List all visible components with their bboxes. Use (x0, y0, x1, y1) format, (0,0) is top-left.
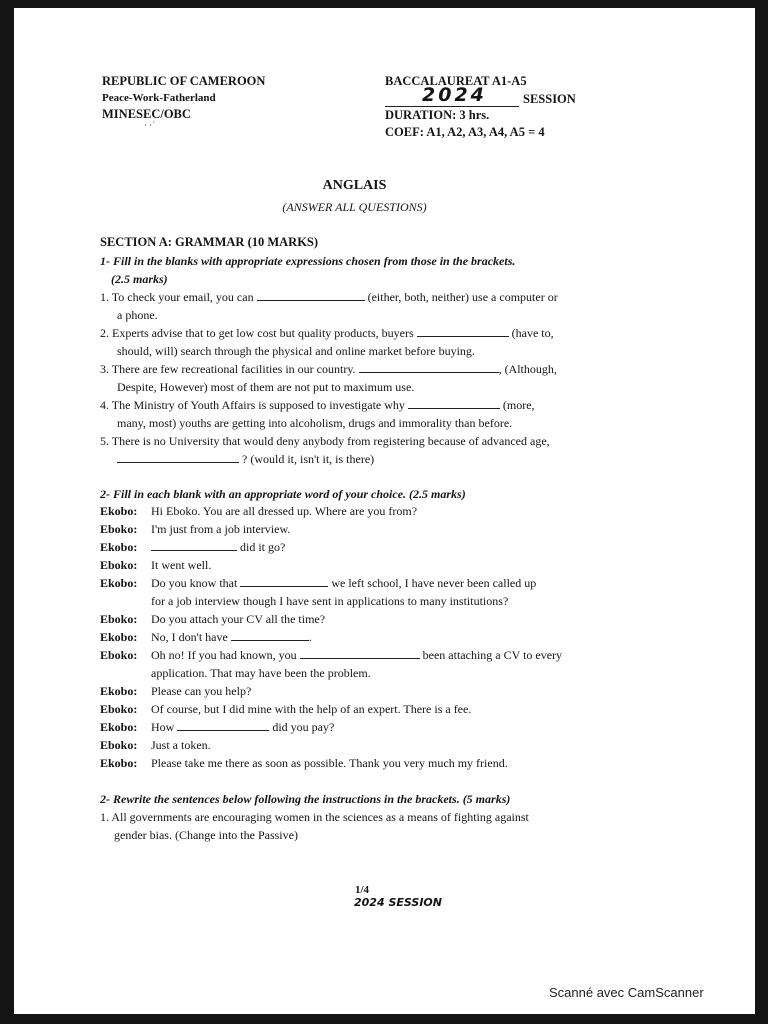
dialogue-line (100, 538, 285, 556)
answer-blank[interactable] (240, 575, 328, 587)
dialogue-line (100, 628, 312, 646)
answer-blank[interactable] (231, 629, 309, 641)
speaker-name: Ekobo: (100, 756, 138, 770)
dialogue-line (100, 682, 251, 700)
dialogue-line (100, 610, 325, 628)
part1-marks: (2.5 marks) (111, 272, 168, 286)
question-text: Experts advise that to get low cost but quality products, buyers (112, 326, 414, 340)
part2-instruction: 2- Fill in each blank with an appropriate word of your choice. (2.5 marks) (100, 487, 466, 501)
dialogue-line (100, 520, 290, 538)
dialogue-text: Do you know that (151, 576, 238, 590)
scanner-watermark: Scanné avec CamScanner (549, 985, 704, 1000)
speaker-name: Ekobo: (100, 540, 138, 554)
answer-blank[interactable] (117, 451, 239, 463)
question-item (100, 360, 557, 378)
section-heading: SECTION A: GRAMMAR (10 MARKS) (100, 235, 319, 249)
speaker-name: Eboko: (100, 612, 138, 626)
dialogue-line (100, 700, 471, 718)
speaker-name: Ekobo: (100, 684, 138, 698)
question-options: (either, both, neither) use a computer or (367, 290, 558, 304)
dialogue-continuation: for a job interview though I have sent in applications to many institutions? (151, 594, 509, 608)
question-item (100, 396, 535, 414)
national-motto: Peace-Work-Fatherland (102, 92, 216, 104)
dialogue-text: It went well. (151, 558, 212, 572)
question-continuation: should, will) search through the physical and online market before buying. (117, 344, 475, 358)
answer-blank[interactable] (177, 719, 269, 731)
dialogue-text: How (151, 720, 175, 734)
general-instruction: (ANSWER ALL QUESTIONS) (282, 200, 427, 214)
question-options: (more, (502, 398, 535, 412)
answer-blank[interactable] (359, 361, 499, 373)
question-number: 3. (100, 362, 109, 376)
page-number: 1/4 (355, 884, 370, 896)
question-item (100, 288, 558, 306)
question-continuation: Despite, However) most of them are not put to maximum use. (117, 380, 415, 394)
ministry-code: MINESEC/OBC (102, 107, 191, 121)
dialogue-line (100, 718, 334, 736)
answer-blank[interactable] (408, 397, 500, 409)
dialogue-line (100, 556, 211, 574)
speaker-name: Ekobo: (100, 576, 138, 590)
question-options: ? (would it, isn't it, is there) (242, 452, 375, 466)
dialogue-text: No, I don't have (151, 630, 228, 644)
question-text: The Ministry of Youth Affairs is supposed to investigate why (111, 398, 405, 412)
dialogue-line (100, 502, 417, 520)
dialogue-text: did you pay? (272, 720, 335, 734)
question-continuation (117, 450, 374, 468)
speaker-name: Eboko: (100, 738, 138, 752)
dialogue-line (100, 736, 211, 754)
question-text: All governments are encouraging women in the sciences as a means of fighting against (111, 810, 529, 824)
exam-page (14, 8, 755, 1014)
question-text: To check your email, you can (111, 290, 254, 304)
country-name: REPUBLIC OF CAMEROON (102, 74, 266, 88)
exam-name: BACCALAUREAT A1-A5 (385, 74, 527, 88)
speaker-name: Eboko: (100, 648, 138, 662)
question-continuation: gender bias. (Change into the Passive) (114, 828, 298, 842)
dialogue-line (100, 754, 508, 772)
speaker-name: Eboko: (100, 558, 138, 572)
exam-duration: DURATION: 3 hrs. (385, 108, 490, 122)
dialogue-line (100, 646, 562, 664)
question-number: 4. (100, 398, 109, 412)
dialogue-text: Please take me there as soon as possible. Thank you very much my friend. (151, 756, 508, 770)
speaker-name: Eboko: (100, 522, 138, 536)
question-text: There is no University that would deny anybody from registering because of advanced age, (111, 434, 550, 448)
speaker-name: Ekobo: (100, 630, 138, 644)
dialogue-text: we left school, I have never been called up (331, 576, 537, 590)
stamp-dots: · ·˙ (144, 120, 156, 130)
dialogue-text: Of course, but I did mine with the help of an expert. There is a fee. (151, 702, 472, 716)
subject-title: ANGLAIS (322, 178, 387, 193)
question-item (100, 324, 554, 342)
question-number: 1. (100, 290, 109, 304)
speaker-name: Ekobo: (100, 720, 138, 734)
dialogue-text: Do you attach your CV all the time? (151, 612, 326, 626)
dialogue-text: Please can you help? (151, 684, 252, 698)
question-text: There are few recreational facilities in our country. (111, 362, 356, 376)
dialogue-text: Just a token. (151, 738, 211, 752)
dialogue-text: Hi Eboko. You are all dressed up. Where are you from? (151, 504, 418, 518)
part1-instruction: 1- Fill in the blanks with appropriate expressions chosen from those in the brackets. (100, 254, 516, 268)
dialogue-text: I'm just from a job interview. (151, 522, 291, 536)
dialogue-text: been attaching a CV to every (422, 648, 563, 662)
exam-coefficient: COEF: A1, A2, A3, A4, A5 = 4 (385, 125, 545, 139)
question-number: 2. (100, 326, 109, 340)
question-continuation: many, most) youths are getting into alcoholism, drugs and immorality than before. (117, 416, 513, 430)
part3-instruction: 2- Rewrite the sentences below following the instructions in the brackets. (5 marks) (100, 792, 511, 806)
question-options: (have to, (511, 326, 554, 340)
question-item (100, 432, 550, 450)
question-continuation: a phone. (117, 308, 158, 322)
session-note: 2024 SESSION (354, 896, 442, 909)
question-number: 5. (100, 434, 109, 448)
question-options: , (Although, (498, 362, 557, 376)
dialogue-line (100, 574, 536, 592)
session-label: SESSION (523, 92, 576, 106)
dialogue-text: . (308, 630, 312, 644)
question-number: 1. (100, 810, 109, 824)
session-year: 2024 (422, 84, 487, 106)
speaker-name: Eboko: (100, 702, 138, 716)
dialogue-text: did it go? (240, 540, 286, 554)
answer-blank[interactable] (151, 539, 237, 551)
speaker-name: Ekobo: (100, 504, 138, 518)
answer-blank[interactable] (257, 289, 365, 301)
dialogue-text: Oh no! If you had known, you (151, 648, 297, 662)
answer-blank[interactable] (300, 647, 420, 659)
dialogue-continuation: application. That may have been the problem. (151, 666, 371, 680)
answer-blank[interactable] (417, 325, 509, 337)
question-item (100, 808, 529, 826)
